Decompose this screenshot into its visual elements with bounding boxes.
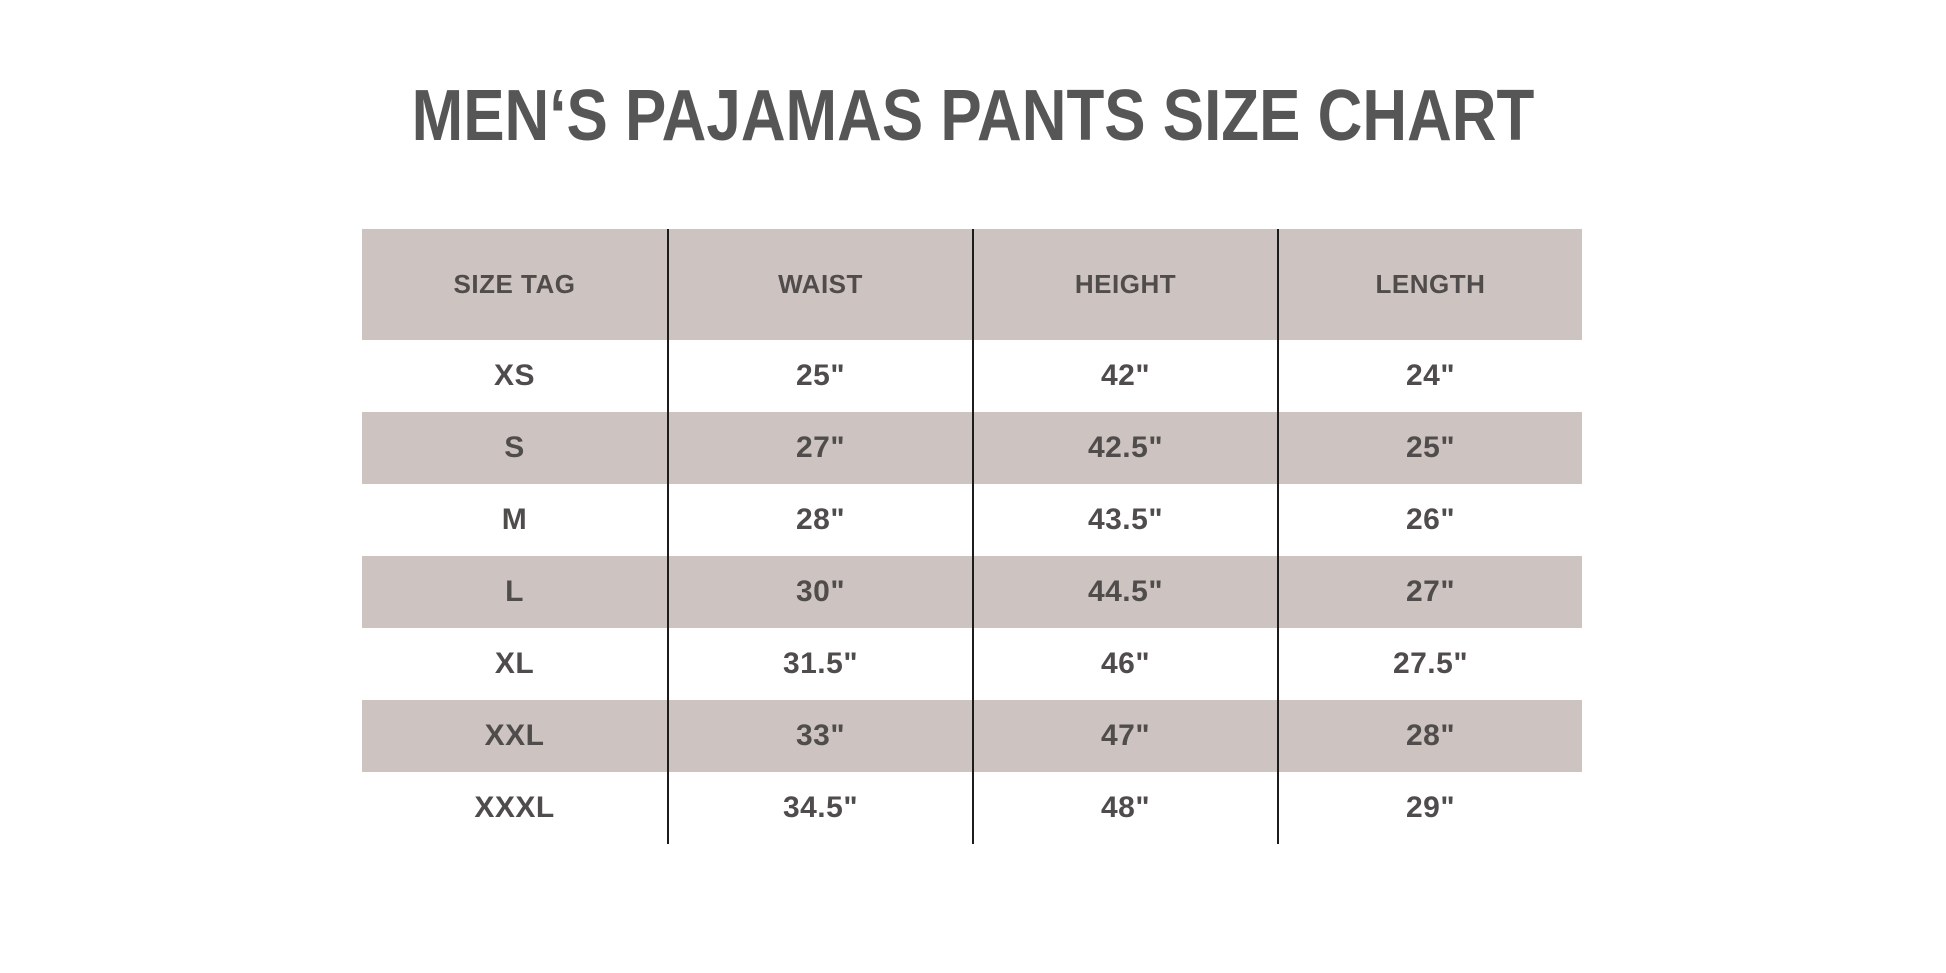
header-cell-height: HEIGHT <box>972 229 1277 340</box>
size-tag-cell: M <box>501 503 528 536</box>
size-tag-cell: XXXL <box>474 791 555 824</box>
size-tag-cell: XXL <box>484 719 545 752</box>
size-tag-cell: XL <box>494 647 535 680</box>
table-row-xxxl <box>362 772 1582 844</box>
table-row-xl <box>362 628 1582 700</box>
table-row-l <box>362 556 1582 628</box>
size-chart-table <box>362 229 1582 844</box>
length-cell: 24" <box>1277 340 1582 412</box>
table-row-xxl <box>362 700 1582 772</box>
header-cell-length: LENGTH <box>1277 229 1582 340</box>
length-cell: 27.5" <box>1277 628 1582 700</box>
size-tag-cell: XS <box>493 359 536 392</box>
length-cell: 27" <box>1277 556 1582 628</box>
height-cell: 44.5" <box>972 556 1277 628</box>
height-cell: 48" <box>972 772 1277 844</box>
height-cell: 43.5" <box>972 484 1277 556</box>
header-cell-waist: WAIST <box>667 229 972 340</box>
header-cell-size-tag: SIZE TAG <box>453 269 576 299</box>
waist-cell: 28" <box>667 484 972 556</box>
table-row-xs <box>362 340 1582 412</box>
waist-cell: 27" <box>667 412 972 484</box>
height-cell: 47" <box>972 700 1277 772</box>
waist-cell: 31.5" <box>667 628 972 700</box>
length-cell: 29" <box>1277 772 1582 844</box>
length-cell: 25" <box>1277 412 1582 484</box>
table-row-s <box>362 412 1582 484</box>
waist-cell: 34.5" <box>667 772 972 844</box>
height-cell: 46" <box>972 628 1277 700</box>
size-tag-cell: S <box>504 431 525 464</box>
table-header-row <box>362 229 1582 340</box>
table-row-m <box>362 484 1582 556</box>
length-cell: 28" <box>1277 700 1582 772</box>
size-tag-cell: L <box>505 575 524 608</box>
waist-cell: 33" <box>667 700 972 772</box>
waist-cell: 25" <box>667 340 972 412</box>
height-cell: 42.5" <box>972 412 1277 484</box>
length-cell: 26" <box>1277 484 1582 556</box>
page-title: MEN‘S PAJAMAS PANTS SIZE CHART <box>411 76 1535 156</box>
waist-cell: 30" <box>667 556 972 628</box>
height-cell: 42" <box>972 340 1277 412</box>
